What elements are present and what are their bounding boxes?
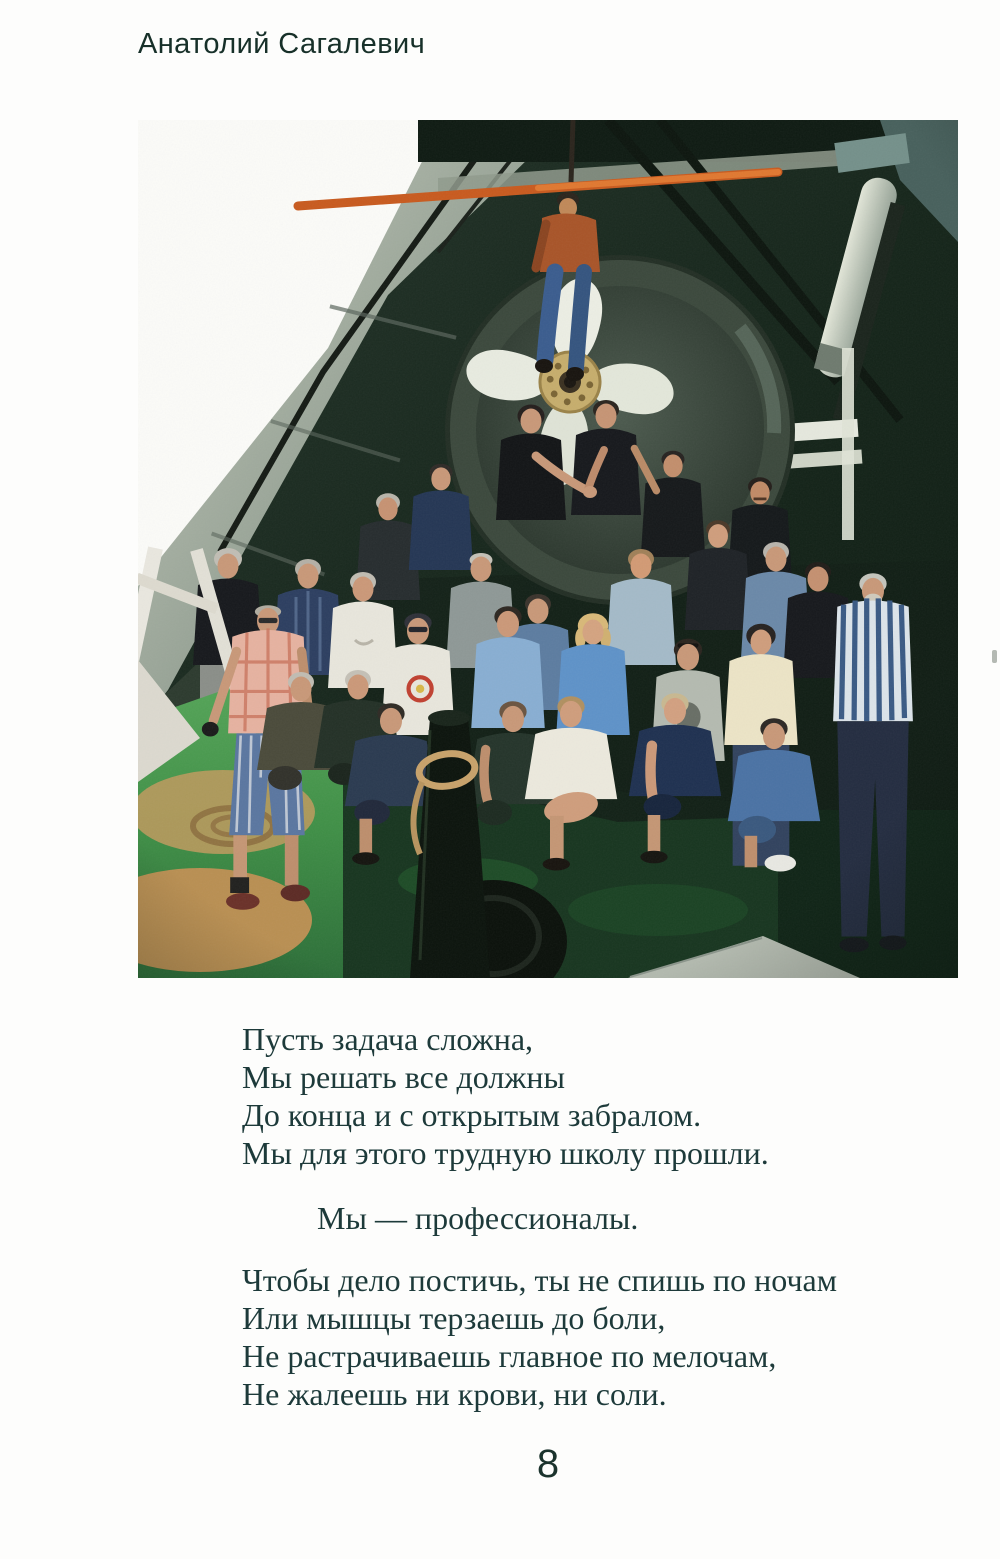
poem-line: Или мышцы терзаешь до боли, [242,1300,666,1336]
photo-vignette [138,120,958,978]
author-heading: Анатолий Сагалевич [138,28,426,60]
poem-line: Мы решать все должны [242,1059,566,1095]
poem-stanza-1 [242,1020,769,1172]
poem-line: Мы для этого трудную школу прошли. [242,1135,769,1171]
poem-line: До конца и с открытым забралом. [242,1097,702,1133]
poem-refrain: Мы — профессионалы. [317,1200,639,1236]
folio-page-number: 8 [536,1442,560,1486]
scan-speck [992,650,997,663]
poem-line: Чтобы дело постичь, ты не спишь по ночам [242,1262,837,1298]
poem-line: Не жалеешь ни крови, ни соли. [242,1376,667,1412]
poem-line: Пусть задача сложна, [242,1021,534,1057]
poem-line: Не растрачиваешь главное по мелочам, [242,1338,777,1374]
poem-stanza-2 [242,1261,837,1413]
team-photo [138,120,958,978]
